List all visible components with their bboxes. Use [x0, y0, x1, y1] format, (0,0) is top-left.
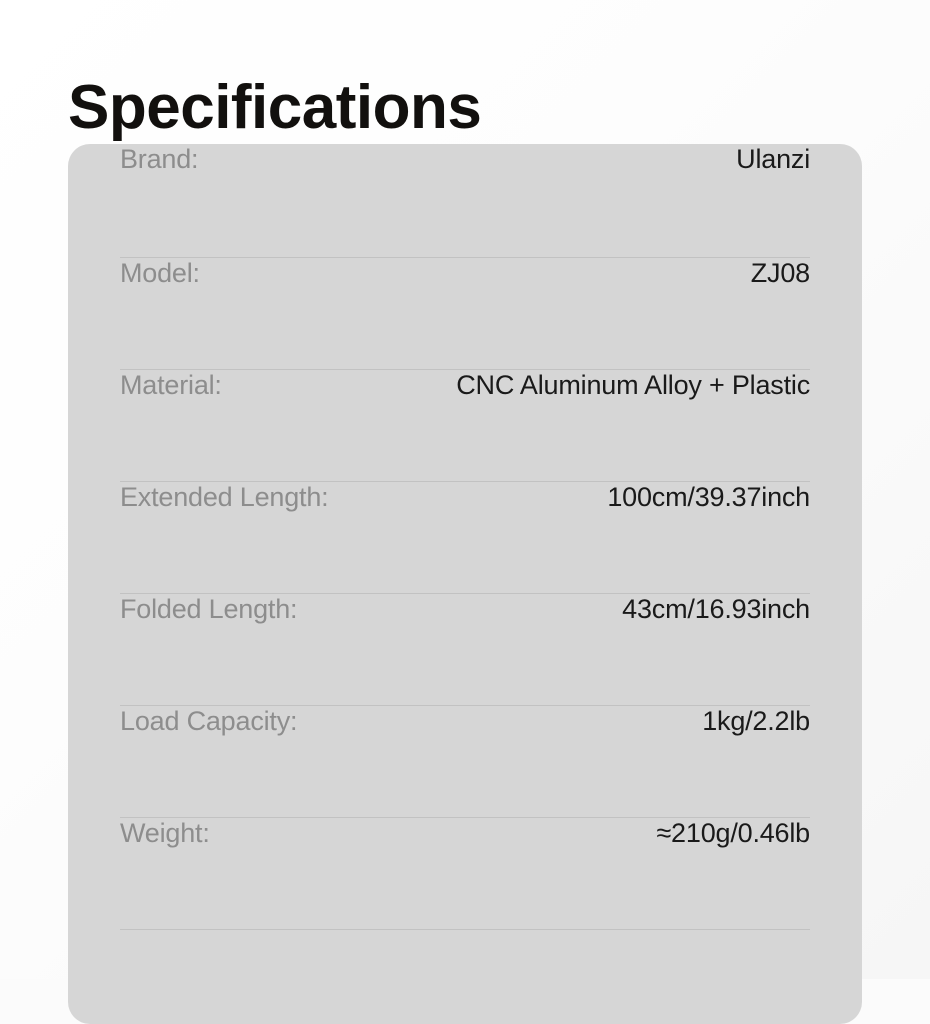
spec-value: ≈210g/0.46lb — [656, 818, 810, 848]
table-row — [120, 370, 810, 482]
spec-value: 43cm/16.93inch — [622, 594, 810, 624]
spec-label: Brand: — [120, 144, 199, 174]
spec-label: Model: — [120, 258, 200, 288]
spec-label: Load Capacity: — [120, 706, 298, 736]
page-title: Specifications — [68, 72, 482, 142]
spec-value: CNC Aluminum Alloy + Plastic — [456, 370, 810, 400]
spec-label: Weight: — [120, 818, 210, 848]
specifications-card — [68, 144, 862, 1024]
spec-value: 1kg/2.2lb — [702, 706, 810, 736]
table-row — [120, 818, 810, 930]
spec-value: ZJ08 — [750, 258, 810, 288]
table-row — [120, 258, 810, 370]
table-row — [120, 482, 810, 594]
spec-label: Folded Length: — [120, 594, 298, 624]
spec-value: Ulanzi — [736, 144, 810, 174]
spec-value: 100cm/39.37inch — [607, 482, 810, 512]
table-row — [120, 706, 810, 818]
table-row — [120, 594, 810, 706]
table-row — [120, 144, 810, 258]
spec-label: Extended Length: — [120, 482, 329, 512]
spec-label: Material: — [120, 370, 222, 400]
